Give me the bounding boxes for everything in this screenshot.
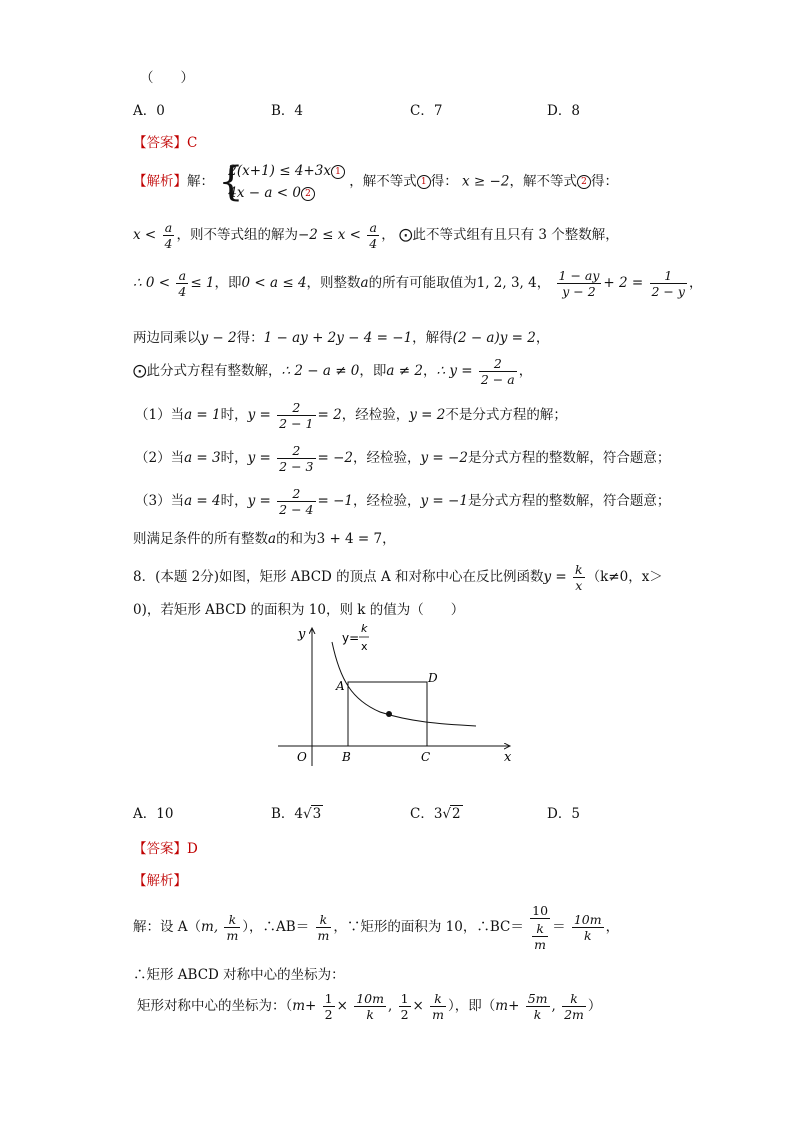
option-a: A．0: [133, 103, 165, 119]
because-icon: ⨀: [133, 363, 147, 379]
circle-num-2-icon: 2: [577, 175, 591, 189]
math: a: [360, 275, 369, 291]
math: x ≥ −2: [462, 173, 510, 190]
text: 得：: [430, 173, 458, 190]
fraction: $\frac{2}{2 - 1}$: [279, 400, 314, 431]
inequality-2: 4x − a < 0: [228, 185, 301, 201]
question-8-stem-2: 0)，若矩形 ABCD 的面积为 10，则 k 的值为（ ）: [133, 602, 465, 618]
fraction: $\frac{k}{m}$: [226, 912, 239, 943]
q8-answer-line: 【答案】D: [133, 841, 198, 857]
text: ，即: [214, 275, 242, 291]
analysis-line-2: [133, 220, 619, 251]
text: 两边同乘以: [133, 330, 201, 346]
analysis-line-1: [133, 160, 618, 204]
math: (2 − a)y = 2: [452, 330, 536, 346]
math: x <: [133, 227, 157, 243]
text: 得：: [236, 330, 264, 346]
text: ，: [422, 363, 437, 379]
analysis-line-5: [133, 356, 532, 387]
fraction: $\frac{a}{4}$: [164, 220, 173, 251]
fraction: $\frac{k}{x}$: [575, 562, 583, 593]
curve-label-x: x: [361, 640, 368, 653]
text: 此不等式组有且只有 3 个整数解，: [412, 227, 619, 243]
text: ，即: [359, 363, 387, 379]
fraction: $\frac{2}{2 - 4}$: [279, 486, 314, 517]
math: ∴ 2 − a ≠ 0: [281, 363, 360, 379]
q8-solution-line-2: ∴矩形 ABCD 对称中心的坐标为：: [133, 967, 345, 983]
point-d-label: D: [428, 671, 438, 685]
text: ，解不等式: [509, 173, 577, 190]
math: y − 2: [200, 330, 237, 346]
math: a ≠ 2: [386, 363, 423, 379]
q8-option-a: A．10: [133, 806, 174, 822]
point-c-label: C: [421, 750, 431, 764]
math: 0 < a ≤ 4: [241, 275, 307, 291]
text: ，: [536, 275, 551, 291]
math: 1, 2, 3, 4: [476, 275, 537, 291]
center-point: [386, 711, 392, 717]
fraction: $\frac{1}{2}$: [400, 991, 409, 1022]
question-bracket: （ ）: [140, 70, 194, 86]
circle-num-1-icon: 1: [331, 165, 345, 179]
math: ∴ 0 <: [133, 275, 171, 291]
text: ，则整数: [306, 275, 361, 291]
text: ，: [535, 330, 550, 346]
option-d: D．8: [547, 103, 580, 119]
text: ，则不等式组的解为: [176, 227, 298, 243]
q8-option-c: C．3√2: [410, 806, 461, 822]
q8-option-b: B．4√3: [271, 806, 322, 822]
text: ，解不等式: [349, 173, 417, 190]
math: 1 − ay + 2y − 4 = −1: [263, 330, 413, 346]
fraction: $\frac{2}{2 - a}$: [480, 356, 515, 387]
math: −2 ≤ x <: [297, 227, 361, 243]
inequality-1: 2(x+1) ≤ 4+3x: [228, 163, 331, 179]
point-a-label: A: [336, 679, 345, 693]
text: 此分式方程有整数解，: [146, 363, 282, 379]
fraction: $\frac{1 - ay}{y - 2}$: [558, 268, 600, 299]
answer-value: C: [187, 135, 198, 151]
fraction: $\frac{5m}{k}$: [527, 991, 548, 1022]
fraction: $\frac{1}{2}$: [324, 991, 333, 1022]
text: ，解得: [412, 330, 453, 346]
answer-label: 【答案】: [133, 135, 187, 151]
case-2: （2）当a = 3时，y = $\frac{2}{2 - 3}$ = −2，经检验，y = −2是分式方程的整数解，符合题意；: [135, 443, 671, 474]
q8-option-d: D．5: [547, 806, 580, 822]
q8-solution-line-3: 矩形对称中心的坐标为：（m+ $\frac{1}{2}$ × $\frac{10m}{k}$ , $\frac{1}{2}$ × $\frac{k}{m}$ ），即（m+ $\frac{5m}{k}$ , $\frac{k}{2m}$ ）: [137, 991, 602, 1022]
math: + 2 =: [603, 275, 644, 291]
hyperbola-curve: [332, 642, 476, 726]
curve-label-pre: y=: [342, 631, 360, 645]
text: 得：: [590, 173, 618, 190]
analysis-line-9: 则满足条件的所有整数a的和为3 + 4 = 7，: [133, 531, 396, 547]
fraction: $\frac{2}{2 - 3}$: [279, 443, 314, 474]
fraction: $\frac{10m}{k}$: [573, 912, 602, 943]
curve-label-k: k: [361, 622, 368, 635]
math: ≤ 1: [190, 275, 215, 291]
fraction: $\frac{a}{4}$: [369, 220, 378, 251]
brace-icon: {: [218, 159, 244, 205]
inequality-system: [218, 160, 345, 204]
question-8-stem-1: 8．(本题 2分)如图，矩形 ABCD 的顶点 A 和对称中心在反比例函数y = $\frac{k}{x}$ （k≠0，x＞: [133, 562, 663, 593]
text: ，: [688, 275, 703, 291]
q8-solution-line-1: 解：设 A（m, $\frac{k}{m}$ ），∴AB＝ $\frac{k}{m}$ ，∵矩形的面积为 10，∴BC＝ $\frac{10}{\frac{k}{m}}$ ＝ $\frac{10m}{k}$ ，: [133, 903, 620, 952]
fraction: $\frac{k}{m}$: [317, 912, 330, 943]
analysis-line-3: [133, 268, 702, 299]
text: ，: [518, 363, 533, 379]
option-c: C．7: [410, 103, 443, 119]
fraction: $\frac{a}{4}$: [178, 268, 187, 299]
origin-label: O: [297, 750, 307, 764]
fraction: $\frac{k}{2m}$: [564, 991, 584, 1022]
circle-num-2-icon: 2: [301, 187, 315, 201]
analysis-line-4: [133, 326, 549, 346]
point-b-label: B: [342, 750, 351, 764]
q8-analysis-label: 【解析】: [133, 873, 187, 889]
text: ，: [381, 227, 395, 243]
analysis-label: 【解析】: [133, 173, 187, 190]
compound-fraction: $\frac{10}{\frac{k}{m}}$: [532, 903, 549, 952]
graph-figure: [270, 620, 520, 770]
y-axis-label: y: [298, 627, 306, 642]
fraction: $\frac{10m}{k}$: [356, 991, 384, 1022]
case-1: （1）当a = 1时，y = $\frac{2}{2 - 1}$ = 2，经检验，y = 2不是分式方程的解；: [135, 400, 567, 431]
math: ∴ y =: [436, 363, 473, 379]
text: 的所有可能取值为: [368, 275, 477, 291]
solution-intro: 解：: [187, 173, 214, 190]
x-axis-label: x: [504, 750, 512, 765]
fraction: $\frac{1}{2 - y}$: [651, 268, 685, 299]
option-b: B．4: [271, 103, 304, 119]
because-icon: ⨀: [399, 227, 413, 243]
answer-line: [133, 131, 197, 151]
case-3: （3）当a = 4时，y = $\frac{2}{2 - 4}$ = −1，经检验，y = −1是分式方程的整数解，符合题意；: [135, 486, 671, 517]
circle-num-1-icon: 1: [417, 175, 431, 189]
fraction: $\frac{k}{m}$: [432, 991, 445, 1022]
